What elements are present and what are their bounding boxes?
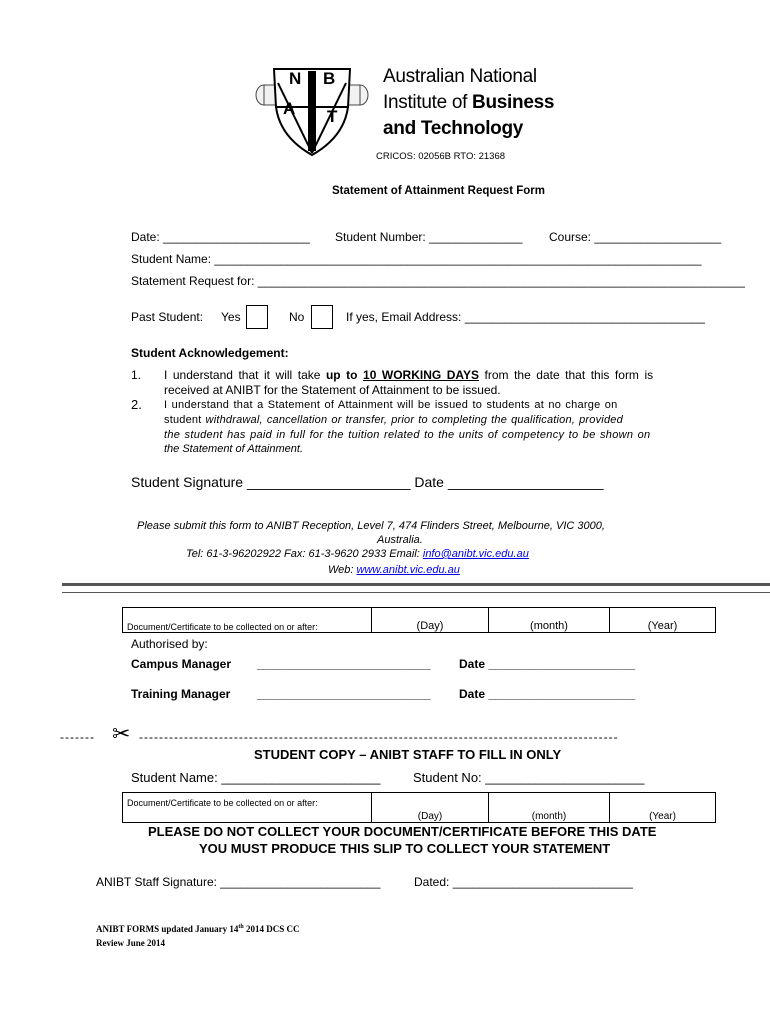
training-manager-label: Training Manager (131, 687, 231, 701)
student-copy-number-field[interactable]: Student No: ______________________ (413, 770, 645, 785)
ack-item-1-line-2: received at ANIBT for the Statement of Attainment to be issued. (164, 383, 501, 397)
shield-logo-icon (252, 55, 372, 160)
office-day-cell[interactable]: (Day) (372, 608, 489, 633)
office-collect-label: Document/Certificate to be collected on or after: (123, 608, 372, 633)
student-number-field[interactable]: Student Number: ______________ (335, 230, 523, 244)
staff-signature-field[interactable]: ANIBT Staff Signature: ________________________ (96, 875, 381, 889)
logo-letter-n: N (289, 69, 302, 88)
training-manager-date[interactable]: Date ______________________ (459, 687, 636, 701)
email-link[interactable]: info@anibt.vic.edu.au (422, 548, 529, 560)
no-checkbox[interactable] (311, 305, 333, 329)
student-copy-year-cell[interactable]: (Year) (610, 793, 716, 823)
student-name-field[interactable]: Student Name: _________________________________________________________________________ (131, 252, 702, 266)
no-label: No (289, 310, 305, 324)
yes-checkbox[interactable] (246, 305, 268, 329)
ack-heading: Student Acknowledgement: (131, 346, 289, 360)
student-copy-month-cell[interactable]: (month) (489, 793, 610, 823)
office-year-cell[interactable]: (Year) (610, 608, 716, 633)
collection-warning-1: PLEASE DO NOT COLLECT YOUR DOCUMENT/CERTIFICATE BEFORE THIS DATE (148, 824, 657, 839)
collection-warning-2: YOU MUST PRODUCE THIS SLIP TO COLLECT YOUR STATEMENT (199, 841, 611, 856)
date-field[interactable]: Date: ______________________ (131, 230, 310, 244)
logo-letter-a: A (283, 99, 296, 118)
form-title: Statement of Attainment Request Form (332, 185, 545, 197)
past-student-label: Past Student: (131, 310, 204, 324)
cricos-rto: CRICOS: 02056B RTO: 21368 (376, 151, 506, 162)
training-manager-signature[interactable]: __________________________ (257, 687, 431, 701)
org-line-2: Institute of Business (383, 92, 555, 113)
campus-manager-signature[interactable]: __________________________ (257, 657, 431, 671)
course-field[interactable]: Course: ___________________ (549, 230, 722, 244)
ack-item-2-line-2: student withdrawal, cancellation or transfer, prior to completing the qualification, provided (164, 414, 623, 426)
authorised-by-label: Authorised by: (131, 637, 208, 651)
student-copy-day-cell[interactable]: (Day) (372, 793, 489, 823)
ack-number-1: 1. (131, 368, 142, 382)
ack-item-2-line-4: the Statement of Attainment. (164, 443, 304, 455)
org-line-1: Australian National (383, 66, 537, 87)
email-field[interactable]: If yes, Email Address: ____________________________________ (346, 310, 705, 324)
statement-request-field[interactable]: Statement Request for: _________________________________________________________________________ (131, 274, 745, 288)
office-divider (62, 583, 770, 593)
student-copy-heading: STUDENT COPY – ANIBT STAFF TO FILL IN ONLY (254, 747, 562, 762)
campus-manager-date[interactable]: Date ______________________ (459, 657, 636, 671)
ack-item-2-line-1: I understand that a Statement of Attainment will be issued to students at no charge on (164, 399, 618, 411)
student-copy-collect-label: Document/Certificate to be collected on or after: (123, 793, 372, 823)
office-month-cell[interactable]: (month) (489, 608, 610, 633)
cut-line-right: ------------------------------------------------------------------------------------------------ (139, 730, 619, 744)
ack-number-2: 2. (131, 397, 142, 412)
org-name (383, 64, 554, 142)
cut-line-left: ------- (60, 730, 95, 744)
logo-letter-t: T (327, 107, 338, 126)
campus-manager-label: Campus Manager (131, 657, 232, 671)
student-copy-collection-table (122, 792, 716, 823)
ack-item-1-line-1: I understand that it will take up to 10 WORKING DAYS from the date that this form is (164, 368, 654, 382)
logo (252, 55, 372, 160)
office-collection-table (122, 607, 716, 633)
student-copy-name-field[interactable]: Student Name: ______________________ (131, 770, 381, 785)
org-line-3: and Technology (383, 118, 524, 139)
logo-letter-b: B (323, 69, 336, 88)
contact-line: Tel: 61-3-96202922 Fax: 61-3-9620 2933 Email: info@anibt.vic.edu.au (186, 548, 529, 560)
web-link[interactable]: www.anibt.vic.edu.au (356, 564, 460, 576)
scissors-icon: ✂ (112, 722, 131, 747)
ack-item-2-line-3: the student has paid in full for the tuition related to the units of competency to be shown on (164, 429, 651, 441)
student-signature-line[interactable]: Student Signature _____________________ Date ____________________ (131, 474, 604, 490)
web-line: Web: www.anibt.vic.edu.au (328, 564, 460, 576)
footer-review: Review June 2014 (96, 938, 165, 948)
submit-line-1: Please submit this form to ANIBT Reception, Level 7, 474 Flinders Street, Melbourne, VIC 3000, (137, 520, 605, 532)
dated-field[interactable]: Dated: ___________________________ (414, 875, 633, 889)
footer-updated: ANIBT FORMS updated January 14th 2014 DCS CC (96, 924, 300, 934)
submit-line-2: Australia. (377, 534, 423, 546)
yes-label: Yes (221, 310, 241, 324)
